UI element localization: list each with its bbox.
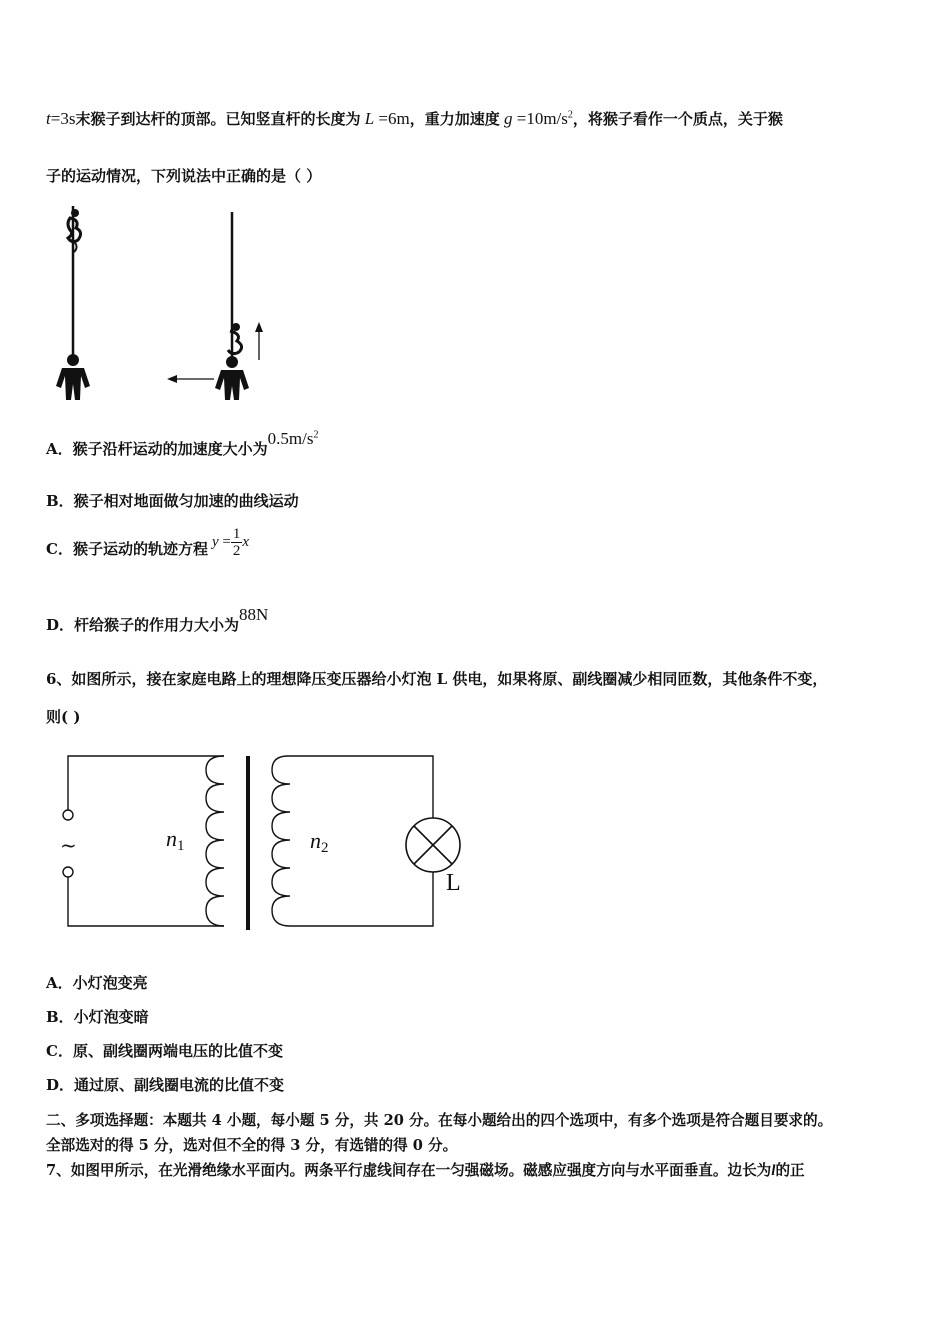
q5-stem-line1: t=3s末猴子到达杆的顶部。已知竖直杆的长度为 L =6m，重力加速度 $g =10m/s^2$，将猴子看作一个质点，关于猴 — [46, 109, 783, 128]
ac-source-symbol: ~ — [60, 833, 77, 857]
left-person-icon — [56, 354, 90, 400]
left-monkey-icon — [68, 209, 81, 252]
section2-instructions-line1: 二、多项选择题：本题共 4 小题，每小题 5 分，共 20 分。在每小题给出的四个选项中，有多个选项是符合题目要求的。 — [46, 1112, 833, 1129]
q5-option-c[interactable]: C．猴子运动的轨迹方程 y = $\frac{1}{2}$ x — [46, 526, 250, 559]
monkey-pole-figure — [46, 200, 286, 410]
n2-label: n2 — [310, 828, 329, 856]
transformer-circuit-diagram — [46, 748, 486, 938]
trajectory-equation: y = $\frac{1}{2}$ x — [211, 526, 250, 559]
input-terminal-top — [63, 810, 73, 820]
lamp-label: L — [446, 870, 461, 896]
q5-option-a[interactable]: A．猴子沿杆运动的加速度大小为$0.5m/s^2$ — [46, 429, 319, 458]
primary-circuit-wire — [68, 756, 224, 926]
q7-stem-line1: 7、如图甲所示，在光滑绝缘水平面内。两条平行虚线间存在一匀强磁场。磁感应强度方向与水平面垂直。边长为l的正 — [46, 1162, 805, 1179]
up-arrow-icon — [255, 322, 263, 360]
q6-option-a[interactable]: A．小灯泡变亮 — [46, 974, 148, 992]
input-terminal-bottom — [63, 867, 73, 877]
q6-option-b[interactable]: B．小灯泡变暗 — [46, 1008, 149, 1026]
section2-instructions-line2: 全部选对的得 5 分，选对但不全的得 3 分，有选错的得 0 分。 — [46, 1137, 458, 1154]
primary-coil — [206, 756, 224, 926]
length-equation: L =6m — [364, 109, 410, 128]
gravity-equation: $g =10m/s^2$ — [504, 109, 573, 128]
q6-stem-line2: 则( ) — [46, 708, 81, 726]
q6-stem-line1: 6、如图所示，接在家庭电路上的理想降压变压器给小灯泡 L 供电，如果将原、副线圈减少相同匝数，其他条件不变， — [46, 670, 828, 688]
secondary-coil — [272, 756, 290, 926]
n1-label: n1 — [166, 826, 185, 854]
q5-option-b[interactable]: B．猴子相对地面做匀加速的曲线运动 — [46, 492, 299, 510]
q5-stem-line2: 子的运动情况，下列说法中正确的是（ ） — [46, 167, 322, 185]
right-monkey-icon — [228, 323, 242, 354]
q5-option-d[interactable]: D．杆给猴子的作用力大小为88N — [46, 605, 269, 634]
q6-option-d[interactable]: D．通过原、副线圈电流的比值不变 — [46, 1076, 285, 1094]
left-arrow-icon — [167, 375, 214, 383]
lamp-icon — [406, 818, 460, 872]
right-person-icon — [215, 356, 249, 400]
t-equation: t=3s — [46, 109, 76, 128]
q6-option-c[interactable]: C．原、副线圈两端电压的比值不变 — [46, 1042, 283, 1060]
